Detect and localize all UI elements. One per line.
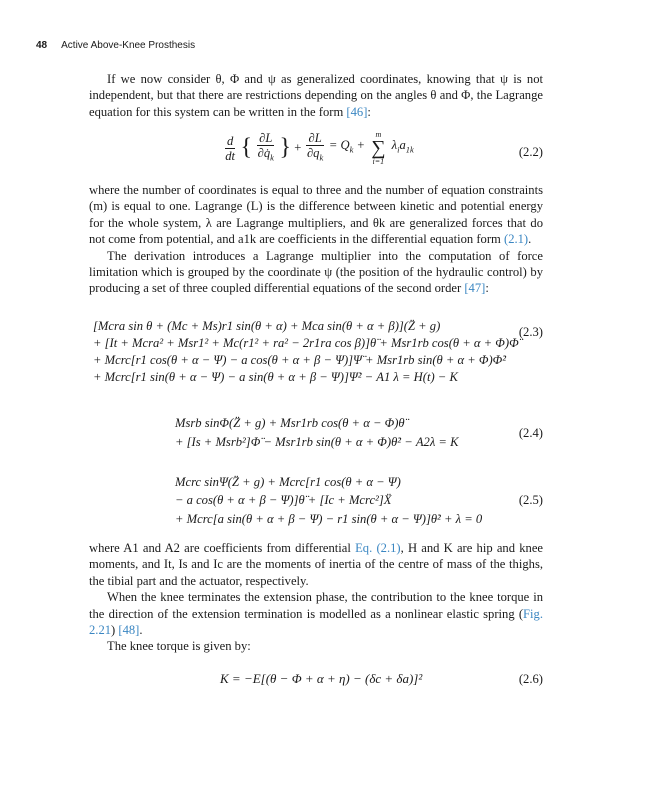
running-title: Active Above-Knee Prosthesis [61,40,196,51]
citation-46[interactable]: [46] [346,104,368,119]
para2-text: where the number of coordinates is equal to three and the number of equation constraints (m) is equal to one. Lagrange (L) is the difference between kinetic and potential energy for the whole system, λ are Lagrange multipliers, and θk are generalized forces that do not come from potential, and a1k are coefficients in the differential equation form [89,183,543,247]
eq23-line-3: + Mcrc[r1 cos(θ + α − Ψ) − a cos(θ + α + β − Ψ)]Ψ̈ + Msr1rb sin(θ + α + Φ)Φ̇² [93,353,507,367]
eq-ref-2-1-b[interactable]: Eq. (2.1) [355,541,401,555]
equation-2-3 [89,318,543,388]
para4-text-a: where A1 and A2 are coefficients from differential [89,541,351,555]
eq24-line-2: + [Is + Msrb²]Φ̈ − Msr1rb sin(θ + α + Φ)θ̇² − A2λ = K [175,435,459,449]
eq23-line-1: [Mcra sin θ + (Mc + Ms)r1 sin(θ + α) + Mca sin(θ + α + β)](Z̈ + g) [93,319,441,333]
equation-2-2: $\frac{d}{dt}$ { $\frac{\partial L}{\partial q̇_k}$ } + $\frac{\partial L}{\partial q_k}$ = $Q_k$ + m ∑ i=1 $\lambda_ia_{1k}$ (2.2) [225,130,543,166]
equation-number-2-6: (2.6) [518,672,543,686]
para5-text: When the knee terminates the extension phase, the contribution to the knee torque in the direction of the extension termination is modelled as a nonlinear elastic spring ( [89,590,543,621]
eq-ref-2-1[interactable]: (2.1) [504,232,529,247]
dl-dqdot-fraction: $\frac{\partial L}{\partial q̇_k}$ [257,131,274,163]
equation-2-5 [89,474,543,532]
running-header [36,40,195,51]
equation-2-4 [89,415,543,455]
equation-2-6 [89,664,543,694]
fig-ref-2-21[interactable]: Fig. 2.21 [89,606,543,638]
dl-dq-fraction: $\frac{\partial L}{\partial q_k}$ [306,131,324,163]
eq26-expression: K = −E[(θ − Φ + α + η) − (δc + δa)]² [220,671,423,686]
para3-text: The derivation introduces a Lagrange multiplier into the computation of force limitation which is grouped by the coordinate ψ (the position of the hydraulic control) by producing a set of three coupled differential equations of the second order [89,248,543,296]
paragraph-coefficients: where A1 and A2 are coefficients from differential Eq. (2.1), H and K are hip and knee moments, and It, Is and Ic are the moments of inertia of the centre of mass of the thighs, the tibial part and the actuator, respectively. When the knee terminates the extension phase, the contribution to the knee torque in the direction of the extension termination is modelled as a nonlinear elastic spring (Fig. 2.21) [48]. The knee torque is given by: [89,541,544,654]
equation-number-2-4: (2.4) [518,426,543,440]
para1-text: If we now consider θ, Φ and ψ as generalized coordinates, knowing that ψ is not independent, but that there are restrictions depending on the angles θ and Φ, the Lagrange equation for this system can be written in the form [89,72,543,119]
eq23-line-4: + Mcrc[r1 sin(θ + α − Ψ) − a sin(θ + α + β − Ψ)]Ψ̇² − A1 λ = H(t) − K [93,370,458,384]
eq25-line-3: + Mcrc[a sin(θ + α + β − Ψ) − r1 sin(θ + α − Ψ)]θ̇² + λ = 0 [175,512,483,526]
para6-text: The knee torque is given by: [107,639,251,654]
para2-tail: . [528,232,532,247]
paragraph-lagrange-intro [89,71,543,120]
para4-text-b: , H and K are hip and knee moments, and It, Is and Ic are the moments of inertia of the centre of mass of the thighs, the tibial part and the actuator, respectively. [89,541,544,588]
equation-number-2-3: (2.3) [518,325,543,339]
para3-tail: : [485,281,489,296]
citation-48[interactable]: [48] [118,623,140,638]
equation-number-2-5: (2.5) [518,493,543,507]
equation-number-2-2: (2.2) [518,145,543,159]
eq25-line-2: − a cos(θ + α + β − Ψ)]θ̈ + [Ic + Mcrc²]Ẍ [175,493,392,507]
summation-symbol: m ∑ i=1 [371,130,386,166]
eq22-rhs: = Q [328,138,350,153]
citation-47[interactable]: [47] [464,281,486,296]
page-number: 48 [36,40,48,51]
para1-tail: : [367,104,371,119]
eq23-line-2: + [It + Mcra² + Msr1² + Mc(r1² + ra² − 2r1ra cos β)]θ̈ + Msr1rb cos(θ + α + Φ)Φ̈ [93,336,519,350]
eq24-line-1: Msrb sinΦ(Z̈ + g) + Msr1rb cos(θ + α − Φ)θ̈ [175,416,405,430]
eq25-line-1: Mcrc sinΨ(Z̈ + g) + Mcrc[r1 cos(θ + α − Ψ) [175,475,401,489]
paragraph-coordinates [89,182,543,297]
d-dt-fraction: $\frac{d}{dt}$ [225,133,236,163]
